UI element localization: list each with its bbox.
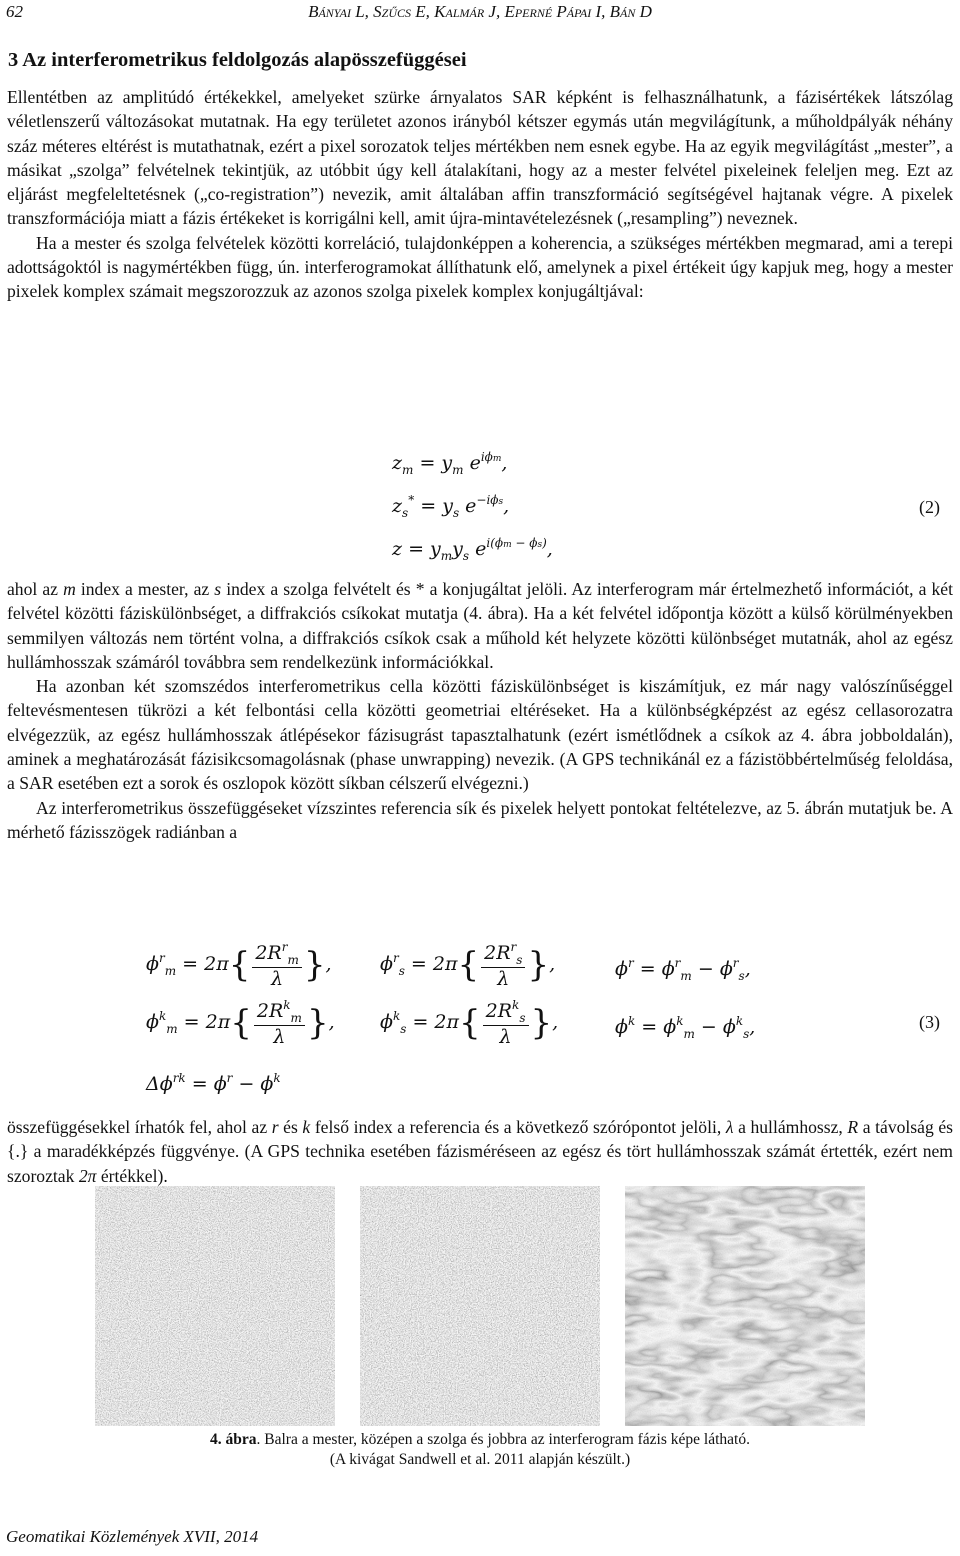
paragraph-index-explanation: ahol az m index a mester, az s index a szolga felvételt és * a konjugáltat jelöli. Az interferogram már értelmezhető információt, a két felvétel közötti fáziskülönbséget, a diffrakciós csíkokat mutatja (4. ábra). Ha a két felvétel időpontja között a külső körülményekben semmilyen változás nem történt volna, a diffrakciós csíkok csak a műhold két helyzete közötti különbséget mutatnák, ahol az egész hullámhosszak számáról továbbra sem rendelkezünk információkkal. [7, 579, 953, 672]
equation-2-line-3: $z = y_my_s$ $e^{i(\phi m - \phi s)}$, [392, 536, 553, 563]
interferogram-phase-image [625, 1186, 865, 1426]
page-number: 62 [6, 2, 23, 21]
paragraph-amplitude: Ellentétben az amplitúdó értékekkel, amelyeket szürke árnyalatos SAR képként is felhasználhatunk, a fázisértékek látszólag véletlenszerű változásokat mutatnak. Ha egy területet azonos irányból kétszer egymás után megvilágítunk, a műholdpályák néhány száz méteres eltérést is mutathatnak, ezért a pixel sorozatok teljes mértékben nem esnek egybe. Ha az egyik megvilágítást „mester”, a másikat „szolga” felvételnek tekintjük, az utóbbit úgy kell átalakítani, hogy az a mester felvétel pixeleinek feleljen meg. Ezt az eljárást megfeleltetésnek („co-registration”) nevezik, amit általában affin transzformáció segítségével hajtanak végre. A pixelek transzformációja miatt a fázis értékeket is korrigálni kell, amit újra-mintavételezésnek („resampling”) neveznek. [7, 87, 953, 229]
equation-3-phi-k-m: $\phi^k_m = 2\pi${ $\frac{2R^k_m}{\lambda}$ }, [146, 998, 335, 1048]
paragraph-coherence: Ha a mester és szolga felvételek közötti korreláció, tulajdonképpen a koherencia, a szükséges mértékben megmarad, ami a terepi adottságoktól is nagymértékben függ, ún. interferogramokat állíthatunk elő, amelynek a pixel értékeit úgy kapjuk meg, hogy a mester pixelek komplex számait megszorozzuk az azonos szolga pixelek komplex konjugáltjával: [7, 232, 953, 302]
paragraph-symbols: összefüggésekkel írhatók fel, ahol az r és k felső index a referencia és a következő szórópontot jelöli, λ a hullámhossz, R a távolság és {.} a maradékképzés függvénye. (A GPS technika esetében fázisméréseen az egész és tört hullámhosszak számát értették, ezért nem szoroztak 2π értékkel). [7, 1117, 954, 1186]
master-phase-image [95, 1186, 335, 1426]
equation-3-phi-r-m: $\phi^r_m = 2\pi${ $\frac{2R^r_m}{\lambda}$ }, [146, 940, 332, 990]
figure-4 [95, 1186, 865, 1426]
figure-4-images [95, 1186, 865, 1426]
section-title: 3 Az interferometrikus feldolgozás alapösszefüggései [8, 49, 467, 71]
equation-3-phi-r: $\phi^r = \phi^r_m - \phi^r_s$, [615, 956, 751, 983]
caption-text: . Balra a mester, középen a szolga és jobbra az interferogram fázis képe látható. [256, 1431, 750, 1448]
equation-2-line-1: $z_m = y_m$ $e^{i\phi m}$, [392, 450, 508, 477]
equation-2-line-2: $z_s^* = y_s$ $e^{-i\phi s}$, [392, 493, 510, 520]
equation-3-phi-r-s: $\phi^r_s = 2\pi${ $\frac{2R^r_s}{\lambda}$ }, [380, 940, 556, 990]
equation-3-phi-k: $\phi^k = \phi^k_m - \phi^k_s$, [615, 1014, 756, 1041]
paragraph-phase-difference: Ha azonban két szomszédos interferometrikus cella közötti fáziskülönbséget is kiszámítjuk, ez már nagy valószínűséggel feltevésmentesen tükrözi a két felbontási cella közötti geometriai eltéréseket. Ha a különbségképzést az egész cellasorozatra elvégezzük, az egész hullámhosszak átlépésekor fázisugrást tapasztalhatunk (ezért ismétlődnek a csíkok az 4. ábra jobboldalán), aminek a meghatározását fázisikcsomagolásnak (phase unwrapping) nevezik. (A GPS technikánál ez a fázistöbbértelműség feloldása, a SAR esetében ezt a sorok és oszlopok között síkban célszerű elvégezni.) [7, 676, 953, 794]
equation-2-number: (2) [919, 497, 940, 517]
figure-4-caption [0, 1430, 960, 1470]
equation-3-phi-k-s: $\phi^k_s = 2\pi${ $\frac{2R^k_s}{\lambda}$ }, [380, 998, 559, 1048]
equation-3-number: (3) [919, 1012, 940, 1032]
equation-3-delta-phi: $\Delta\phi^{rk} = \phi^r - \phi^k$ [146, 1071, 281, 1095]
running-authors: Bányai L, Szűcs E, Kalmár J, Eperné Pápai I, Bán D [308, 2, 652, 21]
paragraph-block-3 [7, 1115, 953, 1188]
slave-phase-image [360, 1186, 600, 1426]
caption-source: (A kivágat Sandwell et al. 2011 alapján készült.) [329, 1451, 631, 1468]
journal-footer: Geomatikai Közlemények XVII, 2014 [6, 1527, 259, 1546]
paragraph-block-2 [7, 577, 953, 844]
paragraph-reference-plane: Az interferometrikus összefüggéseket vízszintes referencia sík és pixelek helyett pontokat feltételezve, az 5. ábrán mutatjuk be. A mérhető fázisszögek radiánban a [7, 797, 953, 842]
paragraph-block-1 [7, 85, 953, 304]
caption-label: 4. ábra [210, 1431, 257, 1448]
running-header [6, 2, 954, 26]
